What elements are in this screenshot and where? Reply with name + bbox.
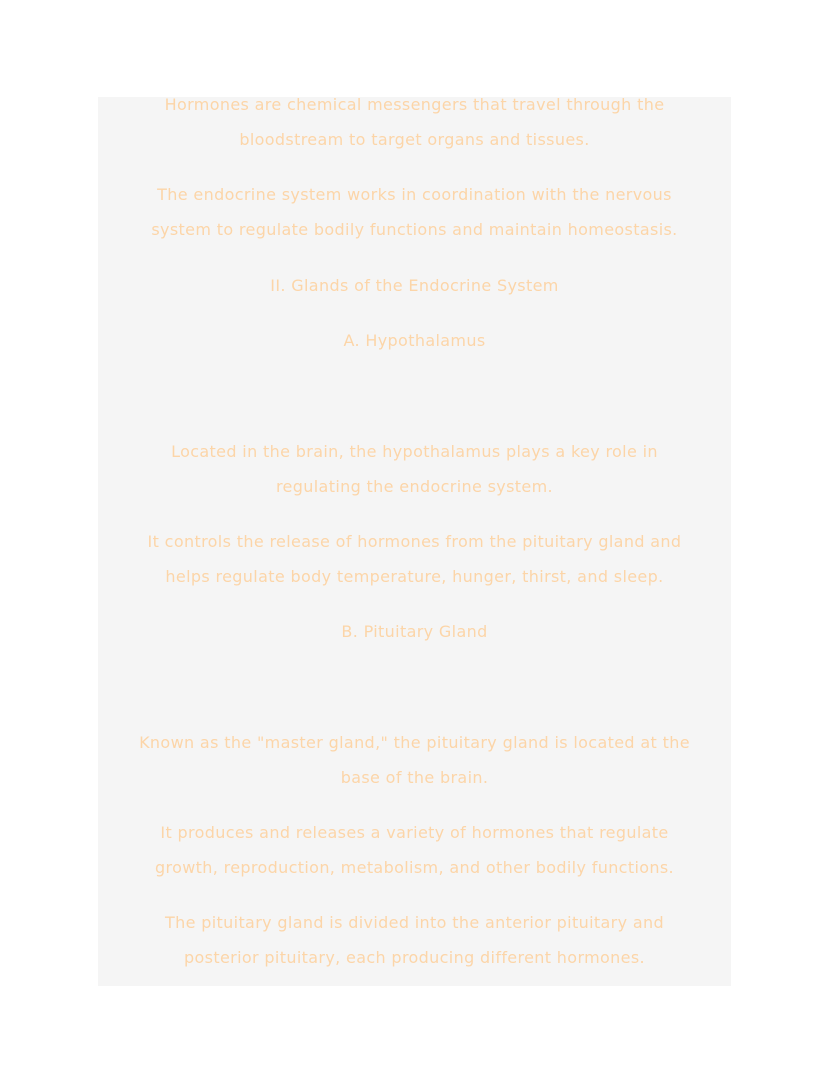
hypothalamus-paragraph-2-line-2: helps regulate body temperature, hunger, thirst, and sleep. [165, 567, 664, 586]
hypothalamus-paragraph-2-line-1: It controls the release of hormones from the pituitary gland and [147, 532, 682, 551]
intro-paragraph-2-line-2: system to regulate bodily functions and maintain homeostasis. [151, 220, 678, 239]
pituitary-paragraph-2-line-2: growth, reproduction, metabolism, and other bodily functions. [154, 858, 674, 877]
intro-paragraph-1-line-1: Hormones are chemical messengers that travel through the [164, 95, 665, 114]
pituitary-heading: B. Pituitary Gland [341, 622, 488, 641]
intro-paragraph-1-line-2: bloodstream to target organs and tissues. [239, 130, 590, 149]
pituitary-paragraph-3-line-2: posterior pituitary, each producing different hormones. [184, 948, 645, 967]
hypothalamus-heading: A. Hypothalamus [343, 331, 486, 350]
pituitary-paragraph-1-line-2: base of the brain. [340, 768, 489, 787]
pituitary-paragraph-3-line-1: The pituitary gland is divided into the anterior pituitary and [164, 913, 665, 932]
section-heading: II. Glands of the Endocrine System [270, 276, 559, 295]
hypothalamus-paragraph-1-line-2: regulating the endocrine system. [275, 477, 553, 496]
intro-paragraph-2-line-1: The endocrine system works in coordination with the nervous [157, 185, 672, 204]
hypothalamus-paragraph-1-line-1: Located in the brain, the hypothalamus plays a key role in [171, 442, 658, 461]
content-panel [98, 97, 731, 986]
pituitary-paragraph-1-line-1: Known as the "master gland," the pituitary gland is located at the [139, 733, 690, 752]
pituitary-paragraph-2-line-1: It produces and releases a variety of hormones that regulate [160, 823, 669, 842]
